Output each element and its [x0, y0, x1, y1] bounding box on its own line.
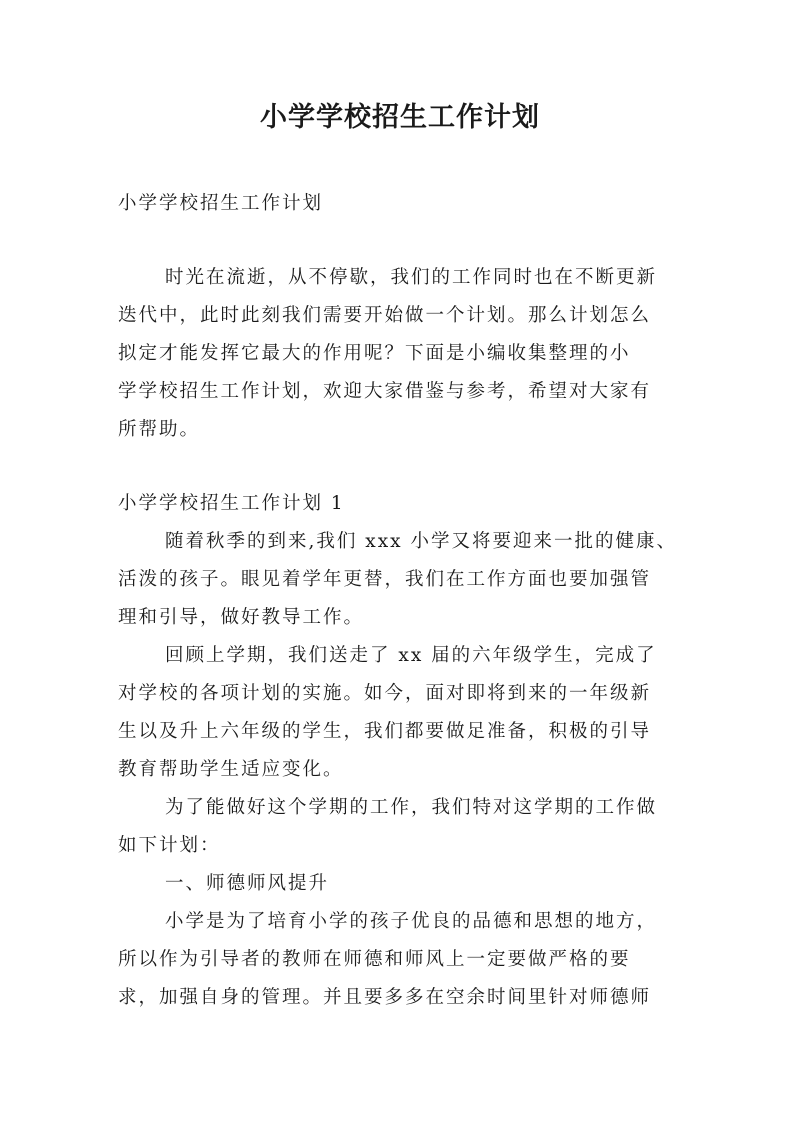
section-heading: 小学学校招生工作计划 1 [118, 493, 345, 514]
intro-line: 学学校招生工作计划，欢迎大家借鉴与参考，希望对大家有 [118, 381, 652, 402]
document-title: 小学学校招生工作计划 [260, 102, 540, 133]
paragraph-line: 随着秋季的到来,我们 xxx 小学又将要迎来一批的健康、 [165, 531, 677, 552]
paragraph-line: 为了能做好这个学期的工作，我们特对这学期的工作做 [165, 797, 658, 818]
paragraph-line: 对学校的各项计划的实施。如今，面对即将到来的一年级新 [118, 683, 652, 704]
item-heading: 一、师德师风提升 [165, 873, 330, 894]
intro-line: 所帮助。 [118, 419, 201, 440]
document-subtitle: 小学学校招生工作计划 [118, 193, 324, 214]
intro-line: 拟定才能发挥它最大的作用呢？下面是小编收集整理的小 [118, 343, 631, 364]
paragraph-line: 如下计划： [118, 835, 221, 856]
paragraph-line: 理和引导，做好教导工作。 [118, 607, 365, 628]
paragraph-line: 活泼的孩子。眼见着学年更替，我们在工作方面也要加强管 [118, 569, 652, 590]
paragraph-line: 所以作为引导者的教师在师德和师风上一定要做严格的要 [118, 949, 631, 970]
paragraph-line: 求，加强自身的管理。并且要多多在空余时间里针对师德师 [118, 987, 652, 1008]
paragraph-line: 教育帮助学生适应变化。 [118, 759, 344, 780]
intro-line: 时光在流逝，从不停歇，我们的工作同时也在不断更新 [165, 267, 658, 288]
intro-line: 迭代中，此时此刻我们需要开始做一个计划。那么计划怎么 [118, 305, 652, 326]
paragraph-line: 回顾上学期，我们送走了 xx 届的六年级学生，完成了 [165, 645, 657, 666]
paragraph-line: 小学是为了培育小学的孩子优良的品德和思想的地方， [165, 911, 658, 932]
paragraph-line: 生以及升上六年级的学生，我们都要做足准备，积极的引导 [118, 721, 652, 742]
